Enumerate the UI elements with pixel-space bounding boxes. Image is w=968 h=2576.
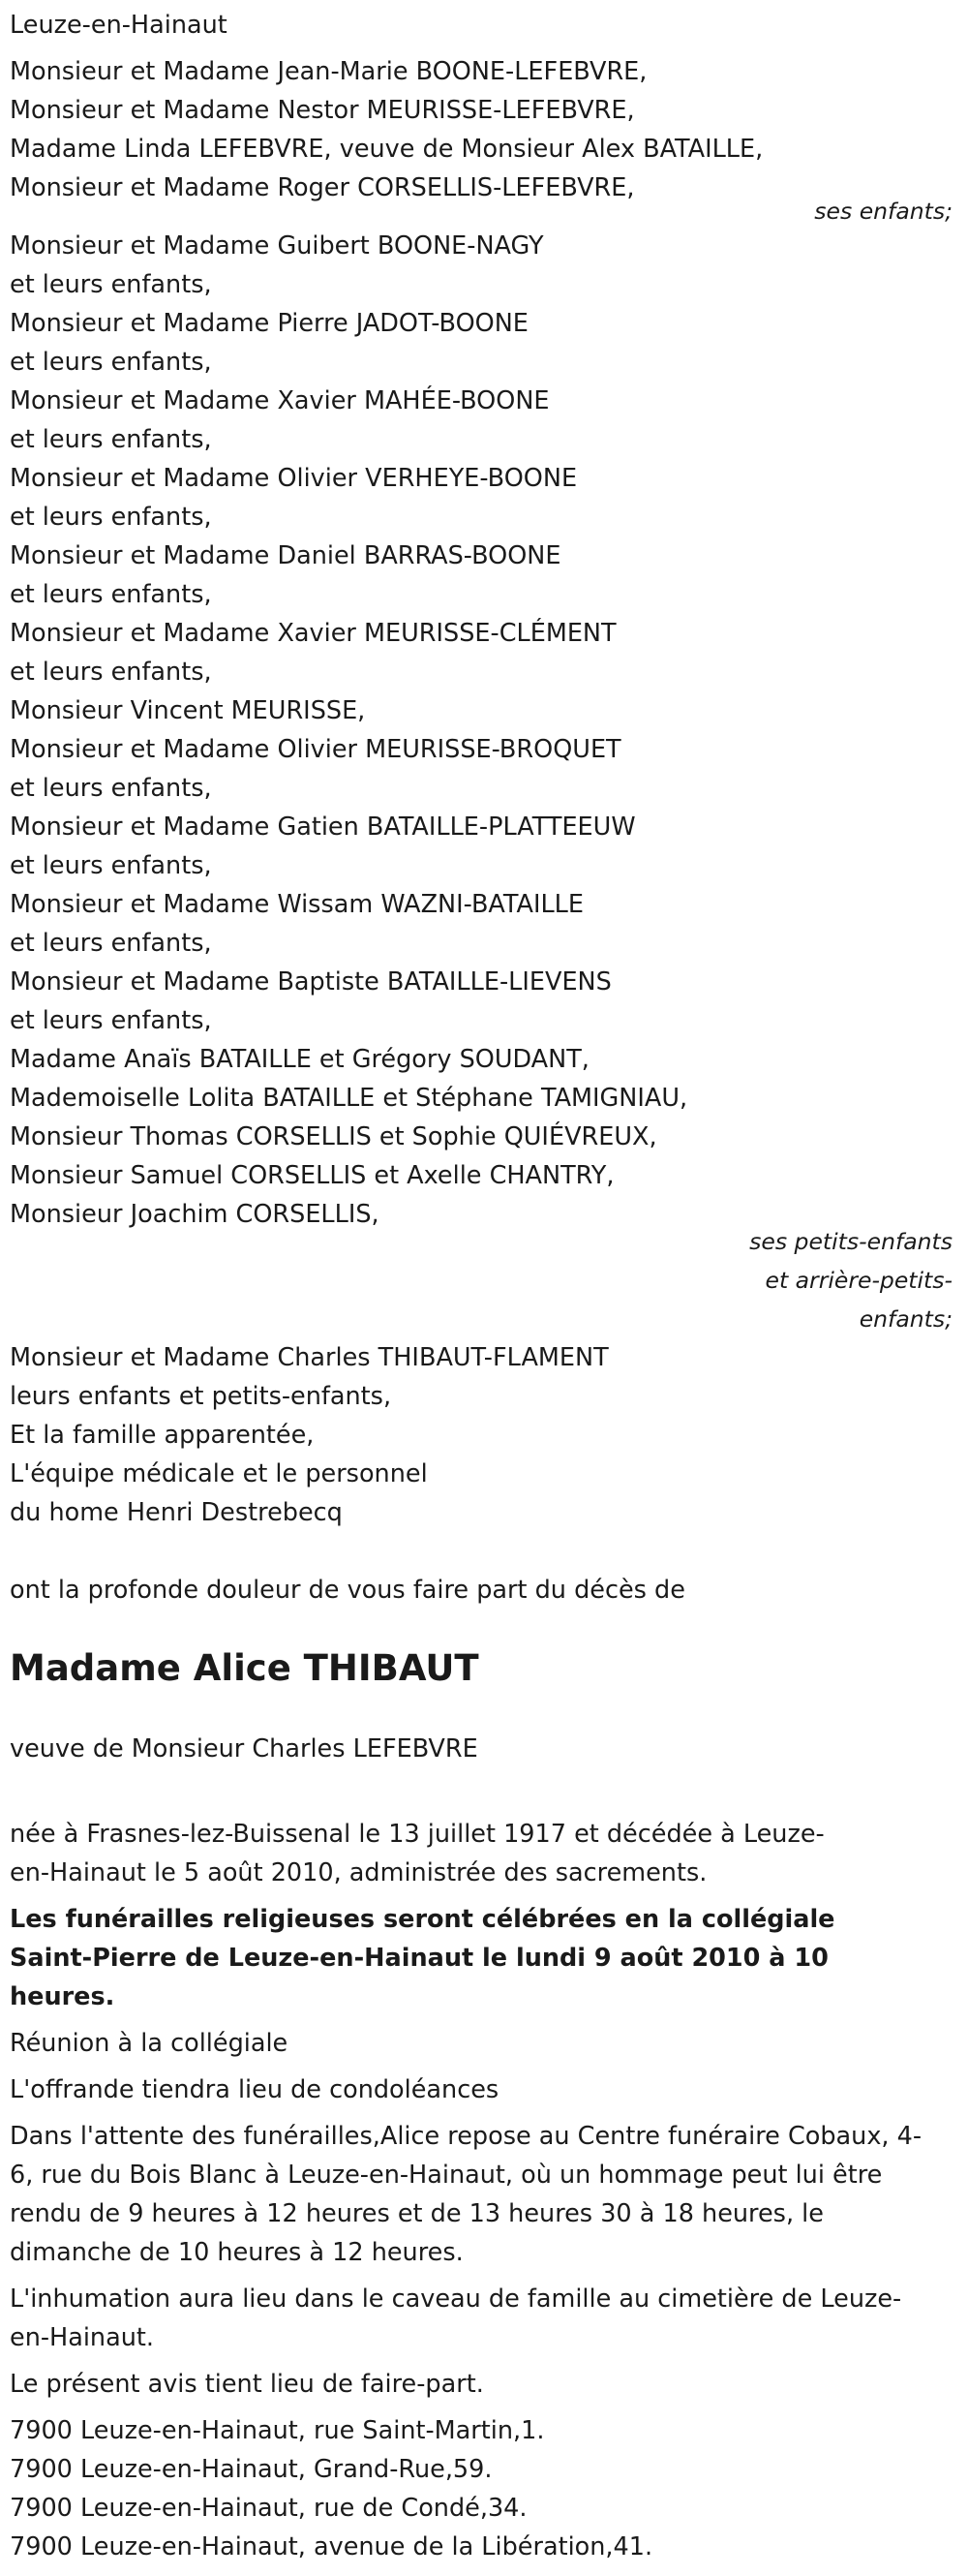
- child-line: Monsieur et Madame Roger CORSELLIS-LEFEBVRE,: [10, 173, 635, 202]
- grandchild-line: Monsieur et Madame Xavier MEURISSE-CLÉMENT: [10, 619, 617, 648]
- grandchild-line: et leurs enfants,: [10, 270, 212, 299]
- details-block: [10, 1815, 923, 2404]
- other-family-line: L'équipe médicale et le personnel: [10, 1459, 428, 1488]
- grandchild-line: et leurs enfants,: [10, 774, 212, 803]
- child-line: Monsieur et Madame Jean-Marie BOONE-LEFEBVRE,: [10, 57, 648, 86]
- child-line: Madame Linda LEFEBVRE, veuve de Monsieur Alex BATAILLE,: [10, 135, 764, 164]
- widow-block: [10, 1730, 953, 1768]
- deceased-name-block: [10, 1644, 953, 1693]
- address-line: 7900 Leuze-en-Hainaut, rue de Condé,34.: [10, 2494, 528, 2523]
- grandchild-line: Monsieur et Madame Guibert BOONE-NAGY: [10, 231, 544, 261]
- grandchild-line: Monsieur et Madame Olivier MEURISSE-BROQUET: [10, 735, 621, 764]
- grandchild-line: Monsieur Vincent MEURISSE,: [10, 696, 366, 725]
- funeral-info: Les funérailles religieuses seront célébrées en la collégiale Saint-Pierre de Leuze-en-Hainaut le lundi 9 août 2010 à 10 heures.: [10, 1905, 835, 2011]
- other-family-line: leurs enfants et petits-enfants,: [10, 1382, 392, 1411]
- grandchild-line: et leurs enfants,: [10, 1006, 212, 1035]
- header-location-block: [10, 6, 953, 45]
- grandchild-line: et leurs enfants,: [10, 580, 212, 609]
- other-family-line: du home Henri Destrebecq: [10, 1498, 343, 1527]
- born-died: née à Frasnes-lez-Buissenal le 13 juillet 1917 et décédée à Leuze-en-Hainaut le 5 août 2010, administrée des sacrements.: [10, 1820, 825, 1887]
- grandchild-line: Madame Anaïs BATAILLE et Grégory SOUDANT,: [10, 1045, 590, 1074]
- announcement-block: [10, 1571, 953, 1610]
- grandchild-line: Monsieur et Madame Daniel BARRAS-BOONE: [10, 541, 561, 570]
- grandchild-line: Monsieur et Madame Wissam WAZNI-BATAILLE: [10, 890, 584, 919]
- grandchild-line: et leurs enfants,: [10, 658, 212, 687]
- grandchild-line: Monsieur et Madame Baptiste BATAILLE-LIEVENS: [10, 967, 612, 997]
- offering-info: L'offrande tiendra lieu de condoléances: [10, 2075, 499, 2104]
- header-location: Leuze-en-Hainaut: [10, 11, 227, 40]
- burial-info: L'inhumation aura lieu dans le caveau de famille au cimetière de Leuze-en-Hainaut.: [10, 2285, 902, 2352]
- grandchildren-label: ses petits-enfants et arrière-petits- enfants;: [749, 1228, 953, 1333]
- grandchild-line: et leurs enfants,: [10, 425, 212, 454]
- addresses-list: [10, 2411, 953, 2566]
- grandchild-line: et leurs enfants,: [10, 503, 212, 532]
- address-line: 7900 Leuze-en-Hainaut, rue Saint-Martin,1.: [10, 2416, 545, 2445]
- grandchildren-list: [10, 227, 953, 1234]
- grandchild-line: Mademoiselle Lolita BATAILLE et Stéphane TAMIGNIAU,: [10, 1084, 688, 1113]
- grandchild-line: et leurs enfants,: [10, 348, 212, 377]
- grandchild-line: et leurs enfants,: [10, 929, 212, 958]
- grandchild-line: Monsieur et Madame Xavier MAHÉE-BOONE: [10, 386, 550, 415]
- other-family-line: Et la famille apparentée,: [10, 1421, 315, 1450]
- children-label: ses enfants;: [814, 198, 953, 225]
- other-family-list: [10, 1338, 953, 1532]
- meeting-info: Réunion à la collégiale: [10, 2029, 288, 2058]
- child-line: Monsieur et Madame Nestor MEURISSE-LEFEBVRE,: [10, 96, 635, 125]
- other-family-line: Monsieur et Madame Charles THIBAUT-FLAMENT: [10, 1343, 609, 1372]
- announcement: ont la profonde douleur de vous faire part du décès de: [10, 1576, 685, 1605]
- notice-info: Le présent avis tient lieu de faire-part.: [10, 2370, 484, 2399]
- grandchild-line: Monsieur et Madame Gatien BATAILLE-PLATTEEUW: [10, 813, 636, 842]
- address-line: 7900 Leuze-en-Hainaut, avenue de la Libération,41.: [10, 2532, 653, 2561]
- grandchild-line: et leurs enfants,: [10, 851, 212, 880]
- deceased-name: Madame Alice THIBAUT: [10, 1647, 479, 1689]
- address-line: 7900 Leuze-en-Hainaut, Grand-Rue,59.: [10, 2455, 493, 2484]
- children-list: [10, 52, 953, 207]
- rest-info: Dans l'attente des funérailles,Alice repose au Centre funéraire Cobaux, 4-6, rue du Bois Blanc à Leuze-en-Hainaut, où un hommage peut lui être rendu de 9 heures à 12 heures et de 13 heures 30 à 18 heures, le dimanche de 10 heures à 12 heures.: [10, 2122, 923, 2267]
- grandchild-line: Monsieur Joachim CORSELLIS,: [10, 1200, 379, 1229]
- grandchild-line: Monsieur et Madame Pierre JADOT-BOONE: [10, 309, 529, 338]
- widow-of: veuve de Monsieur Charles LEFEBVRE: [10, 1734, 478, 1763]
- grandchild-line: Monsieur Samuel CORSELLIS et Axelle CHANTRY,: [10, 1161, 615, 1190]
- grandchild-line: Monsieur et Madame Olivier VERHEYE-BOONE: [10, 464, 578, 493]
- grandchild-line: Monsieur Thomas CORSELLIS et Sophie QUIÉVREUX,: [10, 1122, 657, 1151]
